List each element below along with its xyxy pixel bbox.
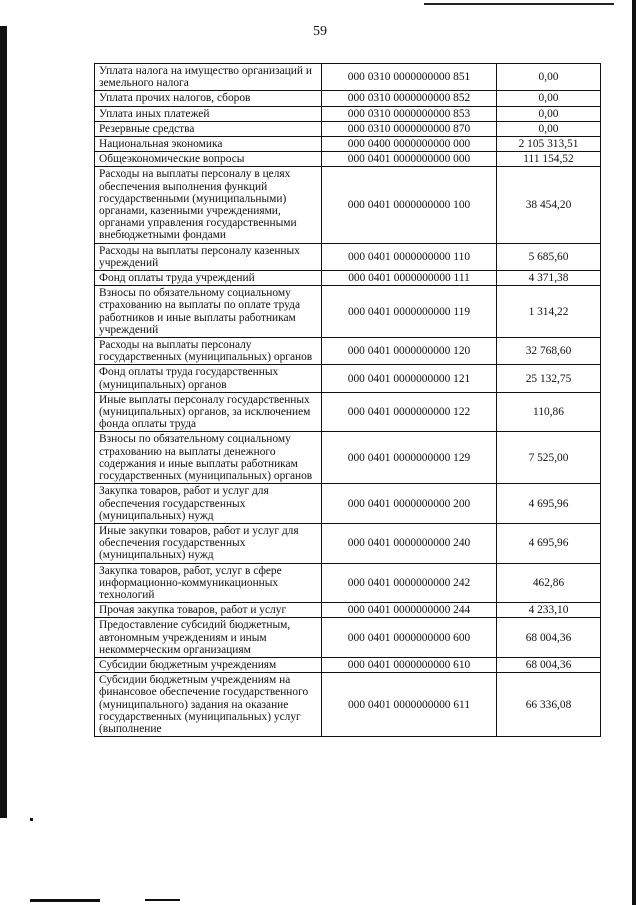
table-row (95, 243, 601, 270)
row-amount: 111 154,52 (497, 152, 601, 167)
row-code: 000 0401 0000000000 611 (322, 673, 497, 737)
row-code: 000 0401 0000000000 129 (322, 432, 497, 484)
page-number: 59 (313, 24, 327, 39)
table-row (95, 563, 601, 603)
row-amount: 4 695,96 (497, 523, 601, 563)
row-amount: 68 004,36 (497, 657, 601, 672)
row-code: 000 0401 0000000000 110 (322, 243, 497, 270)
table-row (95, 64, 601, 91)
row-code: 000 0401 0000000000 100 (322, 167, 497, 243)
row-description: Уплата налога на имущество организаций и земельного налога (95, 64, 322, 91)
row-code: 000 0401 0000000000 121 (322, 365, 497, 392)
row-description: Субсидии бюджетным учреждениям на финансовое обеспечение государственного (муниципального) задания на оказание государственных (муниципальных) услуг (выполнение (95, 673, 322, 737)
row-amount: 4 233,10 (497, 603, 601, 618)
scan-edge-bottom-short (145, 899, 180, 901)
row-amount: 7 525,00 (497, 432, 601, 484)
row-code: 000 0401 0000000000 200 (322, 484, 497, 524)
row-description: Расходы на выплаты персоналу в целях обеспечения выполнения функций государственными (муниципальными) органами, казенными учреждениями, органами управления государственными внебюджетными фондами (95, 167, 322, 243)
scan-speck (30, 818, 33, 821)
table-row (95, 603, 601, 618)
row-code: 000 0310 0000000000 851 (322, 64, 497, 91)
row-code: 000 0401 0000000000 240 (322, 523, 497, 563)
table-row (95, 618, 601, 658)
table-row (95, 121, 601, 136)
row-description: Закупка товаров, работ и услуг для обеспечения государственных (муниципальных) нужд (95, 484, 322, 524)
row-code: 000 0310 0000000000 870 (322, 121, 497, 136)
row-amount: 66 336,08 (497, 673, 601, 737)
row-amount: 38 454,20 (497, 167, 601, 243)
row-description: Общеэкономические вопросы (95, 152, 322, 167)
row-code: 000 0400 0000000000 000 (322, 137, 497, 152)
row-description: Фонд оплаты труда государственных (муниципальных) органов (95, 365, 322, 392)
row-description: Прочая закупка товаров, работ и услуг (95, 603, 322, 618)
table-row (95, 91, 601, 106)
row-description: Субсидии бюджетным учреждениям (95, 657, 322, 672)
row-description: Взносы по обязательному социальному страхованию на выплаты по оплате труда работников и иные выплаты работникам учреждений (95, 286, 322, 338)
row-amount: 2 105 313,51 (497, 137, 601, 152)
row-amount: 32 768,60 (497, 338, 601, 365)
scan-edge-bottom (30, 899, 100, 902)
row-amount: 462,86 (497, 563, 601, 603)
row-amount: 0,00 (497, 64, 601, 91)
row-description: Закупка товаров, работ, услуг в сфере информационно-коммуникационных технологий (95, 563, 322, 603)
row-code: 000 0310 0000000000 852 (322, 91, 497, 106)
row-amount: 1 314,22 (497, 286, 601, 338)
row-description: Расходы на выплаты персоналу казенных учреждений (95, 243, 322, 270)
row-amount: 0,00 (497, 91, 601, 106)
row-amount: 4 695,96 (497, 484, 601, 524)
row-code: 000 0401 0000000000 600 (322, 618, 497, 658)
row-description: Взносы по обязательному социальному страхованию на выплаты денежного содержания и иные выплаты работникам государственных (муниципальных) органов (95, 432, 322, 484)
row-code: 000 0401 0000000000 122 (322, 392, 497, 432)
table-row (95, 392, 601, 432)
scan-edge-left (0, 26, 7, 818)
row-amount: 0,00 (497, 121, 601, 136)
row-code: 000 0310 0000000000 853 (322, 106, 497, 121)
table-row (95, 152, 601, 167)
table-row (95, 523, 601, 563)
table-row (95, 106, 601, 121)
row-description: Уплата иных платежей (95, 106, 322, 121)
row-code: 000 0401 0000000000 119 (322, 286, 497, 338)
row-amount: 68 004,36 (497, 618, 601, 658)
row-description: Фонд оплаты труда учреждений (95, 271, 322, 286)
row-description: Иные закупки товаров, работ и услуг для обеспечения государственных (муниципальных) нужд (95, 523, 322, 563)
row-description: Предоставление субсидий бюджетным, автономным учреждениям и иным некоммерческим организациям (95, 618, 322, 658)
budget-table-body (95, 64, 601, 737)
row-amount: 110,86 (497, 392, 601, 432)
table-row (95, 137, 601, 152)
table-row (95, 338, 601, 365)
table-row (95, 286, 601, 338)
row-code: 000 0401 0000000000 000 (322, 152, 497, 167)
table-row (95, 365, 601, 392)
row-code: 000 0401 0000000000 242 (322, 563, 497, 603)
row-code: 000 0401 0000000000 111 (322, 271, 497, 286)
row-code: 000 0401 0000000000 244 (322, 603, 497, 618)
row-amount: 0,00 (497, 106, 601, 121)
row-description: Иные выплаты персоналу государственных (муниципальных) органов, за исключением фонда оплаты труда (95, 392, 322, 432)
table-row (95, 167, 601, 243)
table-row (95, 484, 601, 524)
row-description: Уплата прочих налогов, сборов (95, 91, 322, 106)
row-amount: 25 132,75 (497, 365, 601, 392)
row-code: 000 0401 0000000000 120 (322, 338, 497, 365)
table-row (95, 673, 601, 737)
row-description: Расходы на выплаты персоналу государственных (муниципальных) органов (95, 338, 322, 365)
row-description: Резервные средства (95, 121, 322, 136)
table-row (95, 657, 601, 672)
row-description: Национальная экономика (95, 137, 322, 152)
scan-edge-right (632, 0, 636, 905)
scan-edge-top (424, 3, 614, 5)
table-row (95, 271, 601, 286)
row-code: 000 0401 0000000000 610 (322, 657, 497, 672)
budget-table (94, 63, 601, 737)
row-amount: 4 371,38 (497, 271, 601, 286)
table-row (95, 432, 601, 484)
row-amount: 5 685,60 (497, 243, 601, 270)
